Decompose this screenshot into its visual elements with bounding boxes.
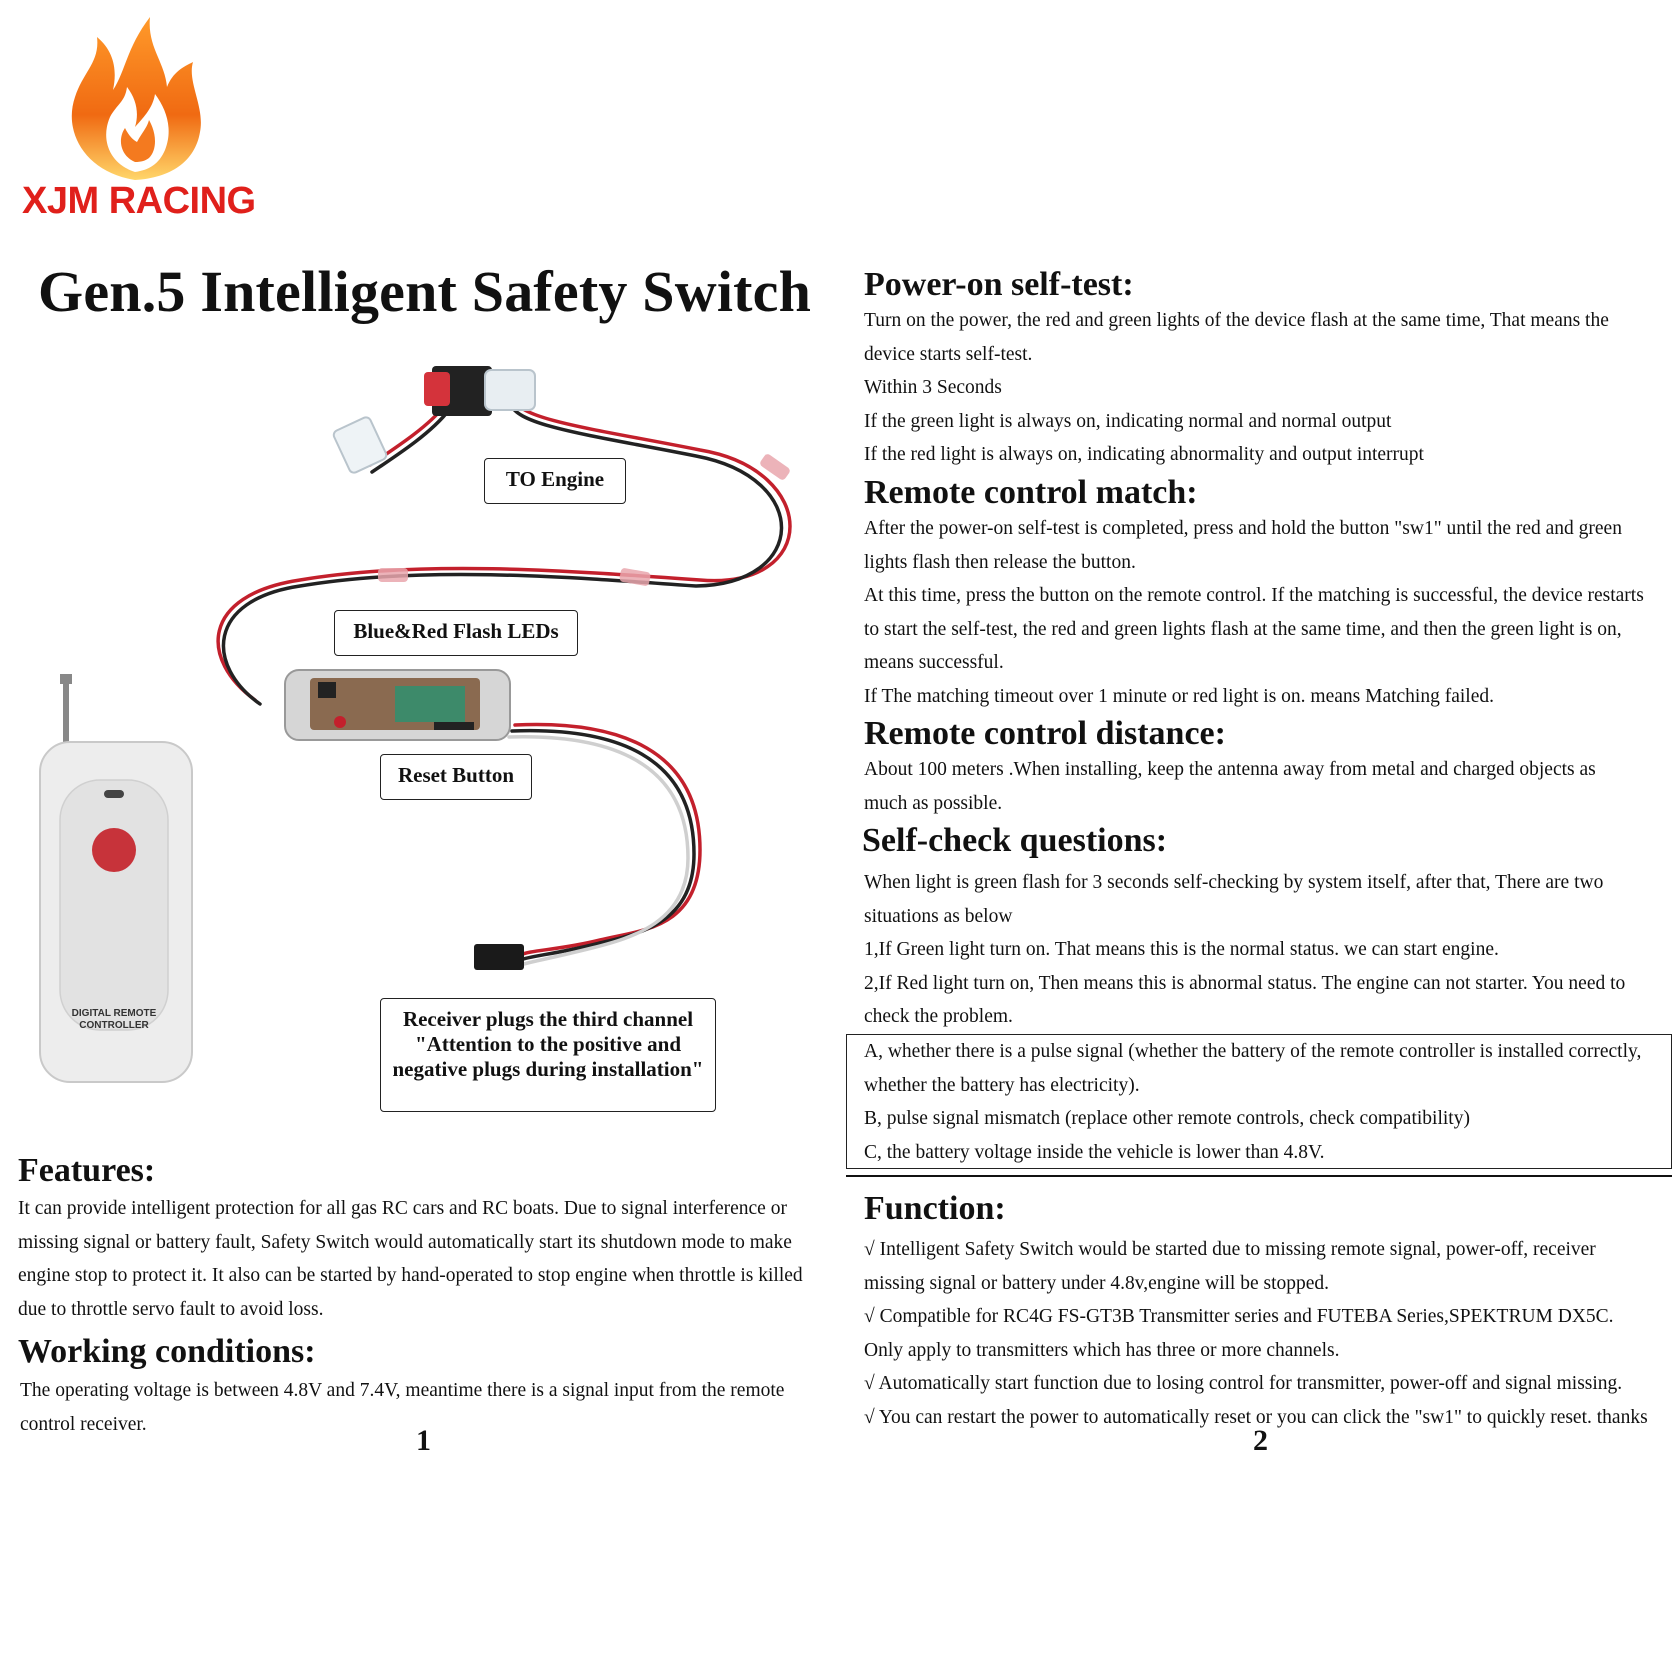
callout-receiver-line: Receiver plugs the third channel xyxy=(402,1007,694,1031)
self-test-line: Within 3 Seconds xyxy=(864,377,1002,398)
self-test-line: device starts self-test. xyxy=(864,343,1033,365)
selfcheck-line: When light is green flash for 3 seconds self-checking by system itself, after that, There are two xyxy=(864,872,1604,893)
page-number-right: 2 xyxy=(1253,1424,1268,1457)
page-number-left: 1 xyxy=(416,1424,431,1457)
callout-to-engine: TO Engine xyxy=(484,458,626,504)
features-line: missing signal or battery fault, Safety Switch would automatically start its shutdown mode to make xyxy=(18,1231,792,1253)
features-line: due to throttle servo fault to avoid loss. xyxy=(18,1298,324,1320)
match-line: to start the self-test, the red and green lights flash at the same time, and then the green light is on, xyxy=(864,618,1622,640)
match-line: After the power-on self-test is completed, press and hold the button "sw1" until the red and green xyxy=(864,518,1622,539)
match-line: If The matching timeout over 1 minute or red light is on. means Matching failed. xyxy=(864,685,1494,707)
selfcheck-heading: Self-check questions: xyxy=(862,822,1168,859)
features-line: engine stop to protect it. It also can be started by hand-operated to stop engine when throttle is killed xyxy=(18,1265,803,1286)
function-heading: Function: xyxy=(864,1190,1006,1227)
working-line: The operating voltage is between 4.8V and 7.4V, meantime there is a signal input from the remote xyxy=(20,1380,785,1401)
self-test-line: Turn on the power, the red and green lights of the device flash at the same time, That means the xyxy=(864,310,1609,331)
selfcheck-text xyxy=(864,866,1625,1034)
distance-line: much as possible. xyxy=(864,792,1003,814)
remote-label xyxy=(62,1008,166,1032)
function-line: √ Automatically start function due to losing control for transmitter, power-off and signal missing. xyxy=(864,1373,1623,1394)
divider xyxy=(846,1175,1672,1177)
match-heading: Remote control match: xyxy=(864,474,1198,511)
function-line: missing signal or battery under 4.8v,engine will be stopped. xyxy=(864,1272,1330,1294)
selfcheck-line: 1,If Green light turn on. That means this is the normal status. we can start engine. xyxy=(864,939,1499,960)
match-line: At this time, press the button on the remote control. If the matching is successful, the device restarts xyxy=(864,585,1644,606)
working-heading: Working conditions: xyxy=(18,1333,316,1370)
function-line: √ You can restart the power to automatically reset or you can click the "sw1" to quickly reset. thanks xyxy=(864,1406,1648,1428)
self-test-heading: Power-on self-test: xyxy=(864,266,1134,303)
remote-label-line: CONTROLLER xyxy=(79,1020,149,1031)
causes-text xyxy=(864,1035,1641,1169)
cause-line: A, whether there is a pulse signal (whether the battery of the remote controller is installed correctly, xyxy=(864,1041,1642,1062)
selfcheck-line: situations as below xyxy=(864,905,1013,927)
working-text xyxy=(20,1374,784,1441)
features-text xyxy=(18,1192,803,1326)
features-heading: Features: xyxy=(18,1152,156,1189)
function-text xyxy=(864,1233,1648,1434)
function-line: √ Intelligent Safety Switch would be started due to missing remote signal, power-off, receiver xyxy=(864,1239,1596,1260)
selfcheck-line: 2,If Red light turn on, Then means this is abnormal status. The engine can not starter. You need to xyxy=(864,972,1626,994)
callout-reset-button: Reset Button xyxy=(380,754,532,800)
match-text xyxy=(864,512,1644,713)
distance-text xyxy=(864,753,1596,820)
cause-line: whether the battery has electricity). xyxy=(864,1074,1140,1096)
match-line: lights flash then release the button. xyxy=(864,551,1136,573)
callout-leds: Blue&Red Flash LEDs xyxy=(334,610,578,656)
features-line: It can provide intelligent protection for all gas RC cars and RC boats. Due to signal interference or xyxy=(18,1198,787,1219)
function-line: Only apply to transmitters which has three or more channels. xyxy=(864,1339,1340,1361)
cause-line: B, pulse signal mismatch (replace other remote controls, check compatibility) xyxy=(864,1108,1470,1129)
cause-line: C, the battery voltage inside the vehicle is lower than 4.8V. xyxy=(864,1141,1325,1163)
selfcheck-line: check the problem. xyxy=(864,1006,1013,1027)
self-test-text xyxy=(864,304,1609,472)
function-line: √ Compatible for RC4G FS-GT3B Transmitter series and FUTEBA Series,SPEKTRUM DX5C. xyxy=(864,1306,1614,1327)
distance-heading: Remote control distance: xyxy=(864,715,1226,752)
self-test-line: If the green light is always on, indicating normal and normal output xyxy=(864,410,1392,432)
callout-receiver-line: "Attention to the positive and xyxy=(415,1032,681,1056)
callout-receiver xyxy=(380,998,716,1112)
remote-label-line: DIGITAL REMOTE xyxy=(71,1008,157,1019)
brand-name: XJM RACING xyxy=(22,180,256,222)
distance-line: About 100 meters .When installing, keep the antenna away from metal and charged objects as xyxy=(864,759,1596,780)
self-test-line: If the red light is always on, indicating abnormality and output interrupt xyxy=(864,444,1424,465)
flame-logo-icon xyxy=(55,12,215,182)
callout-receiver-line: negative plugs during installation" xyxy=(392,1057,704,1081)
match-line: means successful. xyxy=(864,652,1004,673)
product-diagram xyxy=(0,330,800,1130)
page-title: Gen.5 Intelligent Safety Switch xyxy=(38,259,812,324)
working-line: control receiver. xyxy=(20,1413,147,1435)
